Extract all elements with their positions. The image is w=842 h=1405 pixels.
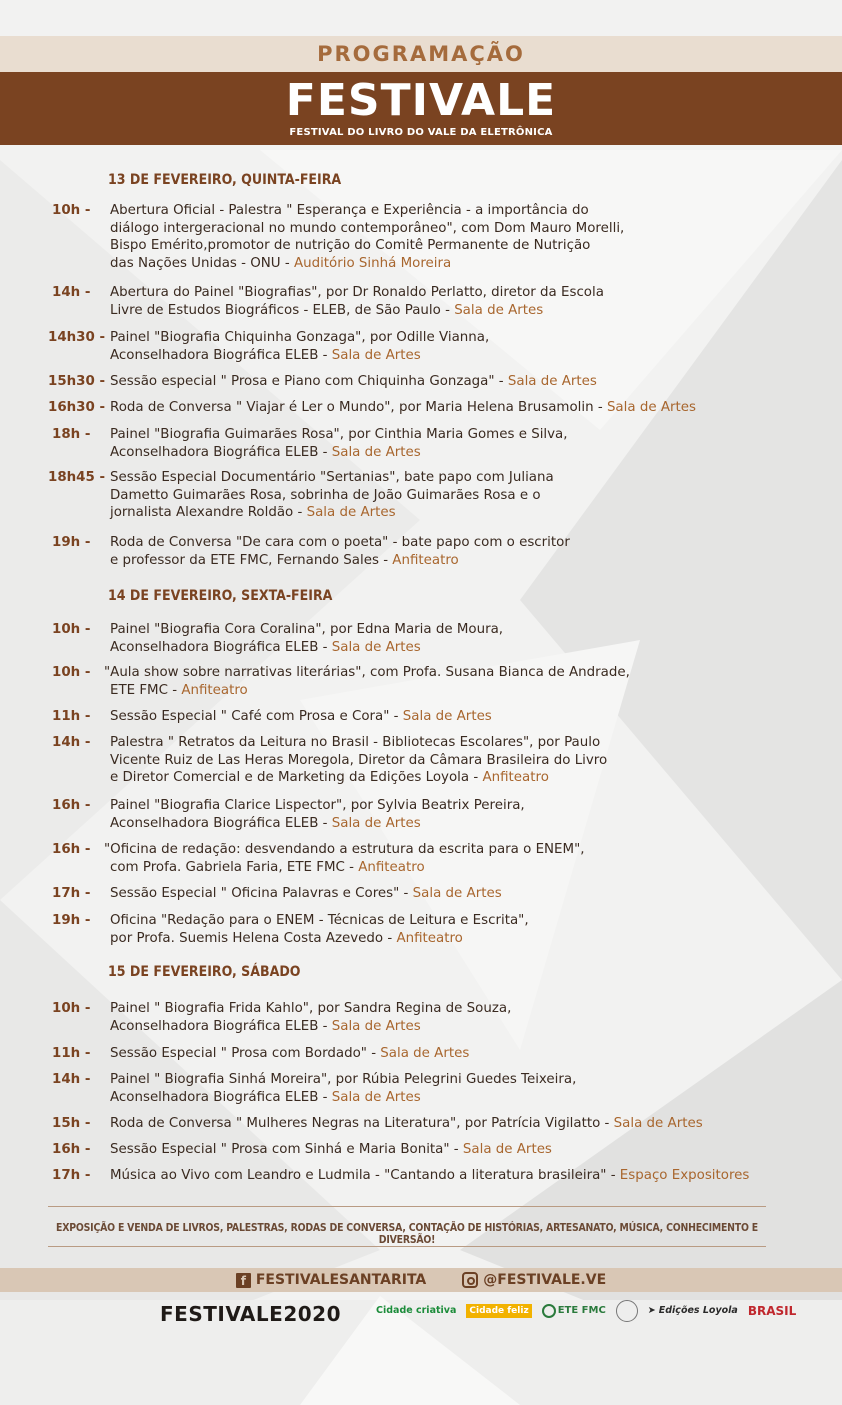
- event-line: [110, 1141, 552, 1159]
- event-text: Palestra " Retratos da Leitura no Brasil - Bibliotecas Escolares", por Paulo: [110, 735, 601, 750]
- event-text: Oficina "Redação para o ENEM - Técnicas de Leitura e Escrita",: [110, 913, 529, 928]
- event-text: "Aula show sobre narrativas literárias", com Profa. Susana Bianca de Andrade,: [104, 665, 630, 680]
- event-line: [110, 444, 568, 462]
- event-description: [110, 1000, 511, 1035]
- event-description: [110, 708, 492, 726]
- event-text: Sessão Especial " Prosa com Sinhá e Maria Bonita" -: [110, 1142, 463, 1157]
- event-time: 17h -: [52, 1168, 91, 1183]
- sponsor-ete-fmc-label: ETE FMC: [557, 1305, 606, 1316]
- event-line: [110, 621, 503, 639]
- event-line: [110, 885, 502, 903]
- event-description: [110, 885, 502, 903]
- event-line: [110, 504, 554, 522]
- event-line: [110, 930, 529, 948]
- event-text: Aconselhadora Biográfica ELEB -: [110, 1018, 332, 1034]
- event-text: Sessão Especial " Prosa com Bordado" -: [110, 1046, 381, 1061]
- event-line: [110, 1115, 703, 1133]
- event-line: [104, 682, 630, 700]
- loyola-bird-icon: ➤: [647, 1305, 656, 1316]
- event-text: Sessão Especial " Oficina Palavras e Cores" -: [110, 886, 413, 901]
- event-description: [110, 621, 503, 656]
- event-line: [110, 284, 604, 302]
- event-line: [110, 1167, 749, 1185]
- festivale-subtitle: FESTIVAL DO LIVRO DO VALE DA ELETRÔNICA: [289, 127, 553, 138]
- event-location: Sala de Artes: [306, 505, 396, 521]
- event-text: Bispo Emérito,promotor de nutrição do Comitê Permanente de Nutrição: [110, 238, 591, 254]
- day-heading: 14 DE FEVEREIRO, SEXTA-FEIRA: [108, 588, 333, 604]
- event-line: [110, 237, 624, 255]
- top-band: [0, 36, 842, 72]
- event-line: [110, 1071, 576, 1089]
- event-description: [110, 426, 568, 461]
- event-text: das Nações Unidas - ONU -: [110, 255, 294, 271]
- event-description: [110, 329, 489, 364]
- event-text: Roda de Conversa "De cara com o poeta" - bate papo com o escritor: [110, 535, 570, 550]
- event-text: Abertura do Painel "Biografias", por Dr Ronaldo Perlatto, diretor da Escola: [110, 285, 604, 300]
- event-line: [110, 752, 607, 770]
- event-text: Painel " Biografia Sinhá Moreira", por Rúbia Pelegrini Guedes Teixeira,: [110, 1072, 577, 1087]
- event-text: Aconselhadora Biográfica ELEB -: [110, 347, 332, 363]
- event-line: [110, 734, 607, 752]
- event-time: 10h -: [52, 1001, 91, 1016]
- event-line: [110, 1000, 511, 1018]
- facebook-handle: FESTIVALESANTARITA: [255, 1272, 427, 1288]
- event-text: Painel " Biografia Frida Kahlo", por Sandra Regina de Souza,: [110, 1001, 512, 1016]
- event-text: ETE FMC -: [110, 682, 182, 698]
- event-text: Painel "Biografia Clarice Lispector", por Sylvia Beatrix Pereira,: [110, 798, 525, 813]
- divider-top: [48, 1206, 766, 1207]
- event-line: [110, 347, 489, 365]
- festivale-title: FESTIVALE: [285, 75, 557, 126]
- event-description: [110, 734, 607, 787]
- event-text: Livre de Estudos Biográficos - ELEB, de São Paulo -: [110, 302, 455, 318]
- event-text: Painel "Biografia Cora Coralina", por Edna Maria de Moura,: [110, 622, 504, 637]
- event-description: [110, 373, 597, 391]
- event-location: Anfiteatro: [358, 859, 425, 875]
- event-text: jornalista Alexandre Roldão -: [110, 505, 307, 521]
- event-text: e Diretor Comercial e de Marketing da Edições Loyola -: [110, 770, 483, 786]
- event-description: [110, 1071, 576, 1106]
- event-text: Aconselhadora Biográfica ELEB -: [110, 639, 332, 655]
- event-text: Painel "Biografia Chiquinha Gonzaga", por Odille Vianna,: [110, 330, 490, 345]
- event-line: [110, 534, 570, 552]
- event-location: Sala de Artes: [454, 302, 544, 318]
- event-location: Sala de Artes: [462, 1142, 552, 1157]
- event-line: [110, 202, 624, 220]
- event-location: Sala de Artes: [331, 444, 421, 460]
- event-line: [110, 815, 525, 833]
- event-line: [110, 769, 607, 787]
- event-line: [110, 1018, 511, 1036]
- event-time: 18h -: [52, 427, 91, 442]
- event-time: 11h -: [52, 1046, 91, 1061]
- event-time: 10h -: [52, 665, 91, 680]
- event-time: 14h30 -: [48, 330, 106, 345]
- event-location: Anfiteatro: [396, 930, 463, 946]
- event-text: Vicente Ruiz de Las Heras Moregola, Diretor da Câmara Brasileira do Livro: [110, 752, 608, 768]
- event-line: [104, 841, 584, 859]
- event-location: Sala de Artes: [402, 709, 492, 724]
- event-text: "Oficina de redação: desvendando a estrutura da escrita para o ENEM",: [104, 842, 585, 857]
- social-band: [0, 1268, 842, 1292]
- event-text: Abertura Oficial - Palestra " Esperança e Experiência - a importância do: [110, 203, 589, 218]
- event-text: com Profa. Gabriela Faria, ETE FMC -: [110, 859, 359, 875]
- event-text: Sessão Especial Documentário "Sertanias", bate papo com Juliana: [110, 470, 554, 485]
- event-text: Painel "Biografia Guimarães Rosa", por Cinthia Maria Gomes e Silva,: [110, 427, 568, 442]
- event-location: Sala de Artes: [331, 815, 421, 831]
- ete-fmc-logo-icon: [542, 1304, 556, 1318]
- event-location: Sala de Artes: [331, 639, 421, 655]
- sponsor-loyola-label: Edições Loyola: [658, 1305, 738, 1316]
- sponsor-edicoes-loyola: [648, 1306, 738, 1316]
- event-text: diálogo intergeracional no mundo contemporâneo", com Dom Mauro Morelli,: [110, 220, 625, 236]
- event-line: [110, 912, 529, 930]
- facebook-icon: f: [236, 1273, 251, 1288]
- event-time: 14h -: [52, 1072, 91, 1087]
- slogan: EXPOSIÇÃO E VENDA DE LIVROS, PALESTRAS, RODAS DE CONVERSA, CONTAÇÃO DE HISTÓRIAS, ARTESANATO, MÚSICA, CONHECIMENTO E DIVERSÃO!: [56, 1222, 758, 1246]
- event-line: [110, 373, 597, 391]
- event-line: [110, 255, 624, 273]
- event-line: [110, 708, 492, 726]
- event-description: [110, 1141, 552, 1159]
- sponsor-cidade-criativa: Cidade criativa: [376, 1305, 457, 1316]
- event-time: 16h -: [52, 798, 91, 813]
- event-description: [110, 1115, 703, 1133]
- event-line: [110, 469, 554, 487]
- event-description: [110, 797, 525, 832]
- event-time: 15h30 -: [48, 374, 106, 389]
- event-description: [104, 664, 630, 699]
- event-text: Roda de Conversa " Mulheres Negras na Literatura", por Patrícia Vigilatto -: [110, 1116, 614, 1131]
- event-text: Aconselhadora Biográfica ELEB -: [110, 815, 332, 831]
- event-text: Aconselhadora Biográfica ELEB -: [110, 1089, 332, 1105]
- event-description: [110, 469, 554, 522]
- event-time: 16h -: [52, 842, 91, 857]
- event-description: [110, 399, 696, 417]
- event-text: Dametto Guimarães Rosa, sobrinha de João Guimarães Rosa e o: [110, 487, 541, 503]
- event-location: Anfiteatro: [482, 770, 549, 786]
- divider-bottom: [48, 1246, 766, 1247]
- event-time: 19h -: [52, 913, 91, 928]
- event-location: Sala de Artes: [331, 347, 421, 363]
- event-line: [110, 639, 503, 657]
- event-time: 14h -: [52, 285, 91, 300]
- event-location: Sala de Artes: [380, 1046, 470, 1061]
- sponsor-ete-fmc: [542, 1304, 606, 1318]
- event-line: [104, 664, 630, 682]
- event-location: Espaço Expositores: [619, 1168, 750, 1183]
- instagram-icon: [462, 1272, 478, 1288]
- event-time: 10h -: [52, 203, 91, 218]
- event-description: [110, 284, 604, 319]
- event-location: Sala de Artes: [331, 1018, 421, 1034]
- event-location: Sala de Artes: [331, 1089, 421, 1105]
- event-line: [110, 329, 489, 347]
- event-line: [110, 220, 624, 238]
- sponsor-brasil: BRASIL: [747, 1304, 797, 1318]
- event-time: 16h -: [52, 1142, 91, 1157]
- event-location: Anfiteatro: [181, 682, 248, 698]
- sponsor-logos: [376, 1290, 796, 1332]
- event-location: Sala de Artes: [606, 400, 696, 415]
- event-text: Aconselhadora Biográfica ELEB -: [110, 444, 332, 460]
- instagram-link[interactable]: [462, 1272, 606, 1288]
- programacao-kicker: PROGRAMAÇÃO: [317, 42, 525, 66]
- event-location: Auditório Sinhá Moreira: [293, 255, 452, 271]
- event-time: 14h -: [52, 735, 91, 750]
- event-text: e professor da ETE FMC, Fernando Sales -: [110, 552, 393, 568]
- footer-logo-year: 2020: [283, 1302, 341, 1326]
- event-description: [110, 534, 570, 569]
- day-heading: 15 DE FEVEREIRO, SÁBADO: [108, 964, 301, 980]
- event-time: 16h30 -: [48, 400, 106, 415]
- institution-seal-icon: [616, 1300, 638, 1322]
- event-location: Sala de Artes: [613, 1116, 703, 1131]
- event-line: [110, 399, 696, 417]
- event-description: [110, 202, 624, 272]
- event-line: [110, 797, 525, 815]
- event-description: [110, 1045, 469, 1063]
- festivale-banner: [0, 72, 842, 145]
- event-time: 19h -: [52, 535, 91, 550]
- event-description: [110, 1167, 749, 1185]
- event-line: [110, 487, 554, 505]
- event-description: [104, 841, 584, 876]
- footer-logo: [160, 1302, 341, 1326]
- event-text: Sessão especial " Prosa e Piano com Chiquinha Gonzaga" -: [110, 374, 508, 389]
- sponsor-cidade-feliz: Cidade feliz: [466, 1304, 531, 1318]
- day-heading: 13 DE FEVEREIRO, QUINTA-FEIRA: [108, 172, 342, 188]
- event-text: Sessão Especial " Café com Prosa e Cora" -: [110, 709, 403, 724]
- event-description: [110, 912, 529, 947]
- event-text: Música ao Vivo com Leandro e Ludmila - "Cantando a literatura brasileira" -: [110, 1168, 620, 1183]
- event-text: Roda de Conversa " Viajar é Ler o Mundo", por Maria Helena Brusamolin -: [110, 400, 607, 415]
- footer-logo-text: FESTIVALE: [160, 1302, 284, 1326]
- event-time: 18h45 -: [48, 470, 106, 485]
- event-line: [110, 1045, 469, 1063]
- event-time: 17h -: [52, 886, 91, 901]
- event-line: [110, 552, 570, 570]
- event-text: por Profa. Suemis Helena Costa Azevedo -: [110, 930, 397, 946]
- event-location: Sala de Artes: [507, 374, 597, 389]
- event-time: 10h -: [52, 622, 91, 637]
- event-line: [110, 1089, 576, 1107]
- instagram-handle: @FESTIVALE.VE: [483, 1272, 607, 1288]
- event-line: [110, 302, 604, 320]
- event-time: 15h -: [52, 1116, 91, 1131]
- event-line: [104, 859, 584, 877]
- event-time: 11h -: [52, 709, 91, 724]
- facebook-link[interactable]: [236, 1272, 426, 1288]
- event-line: [110, 426, 568, 444]
- event-location: Anfiteatro: [392, 552, 459, 568]
- event-location: Sala de Artes: [412, 886, 502, 901]
